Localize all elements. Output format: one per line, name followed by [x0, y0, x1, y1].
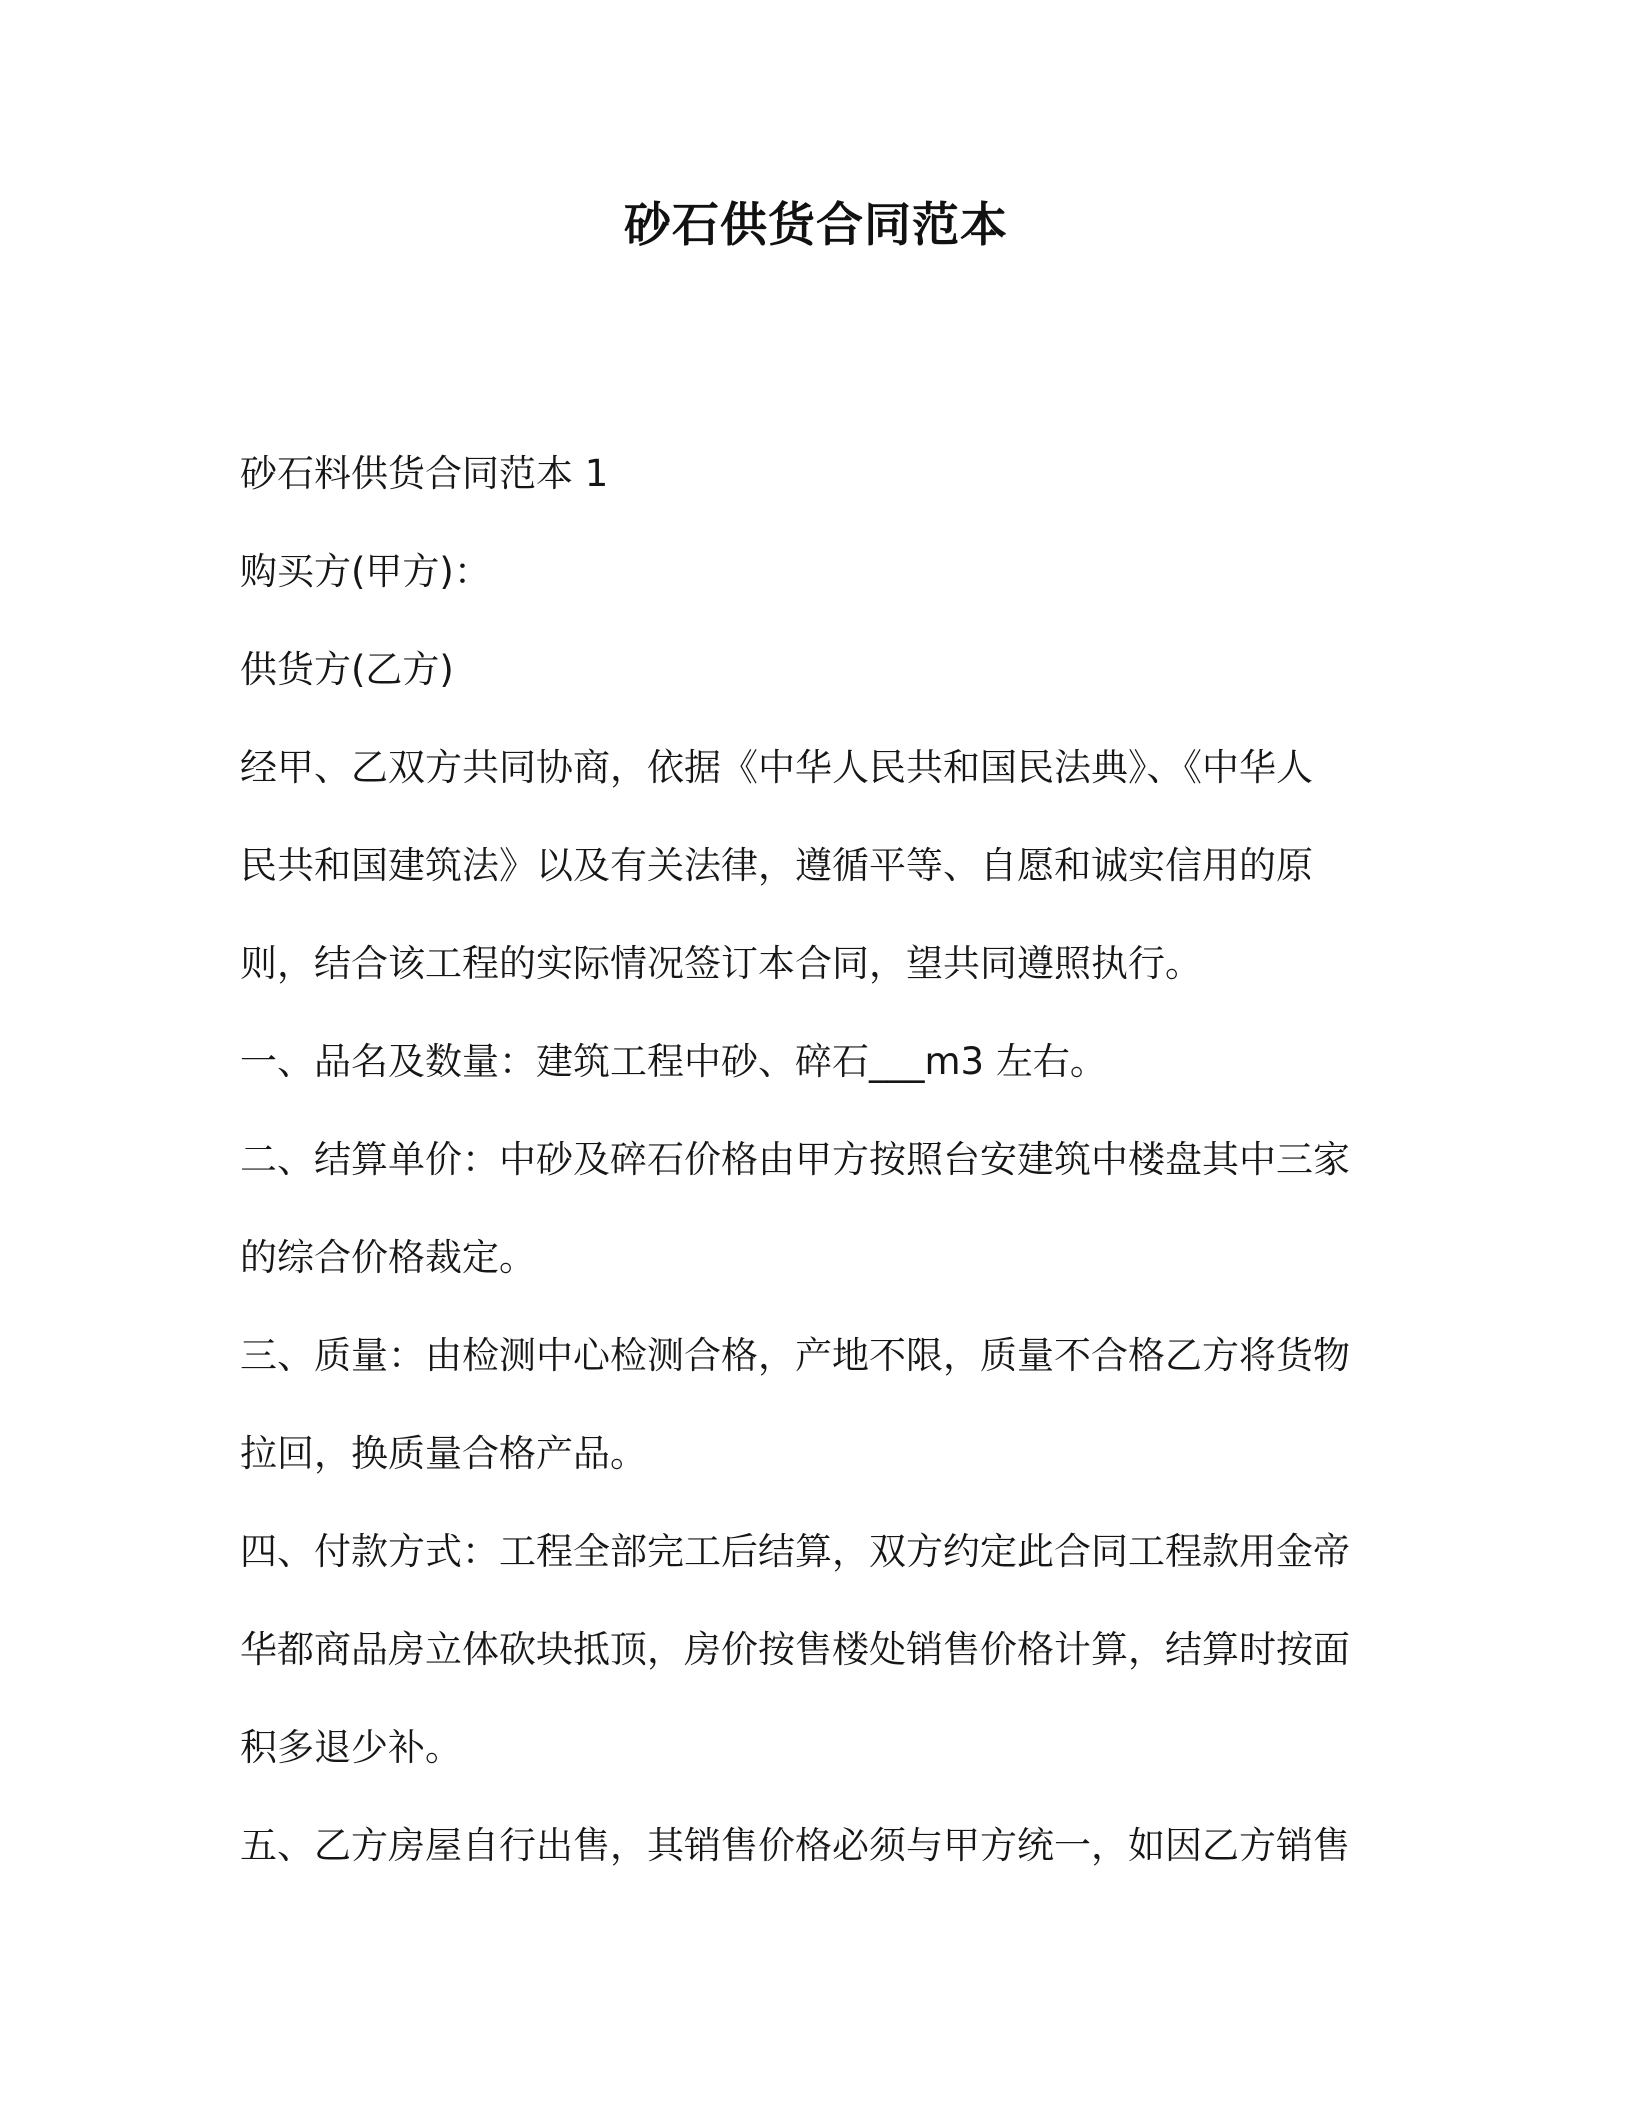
preamble-line-1: 经甲、乙双方共同协商，依据《中华人民共和国民法典》、《中华人	[240, 746, 1313, 789]
contract-subtitle: 砂石料供货合同范本 1	[240, 452, 609, 495]
buyer-party-line: 购买方(甲方)：	[240, 550, 491, 593]
clause-2-line-2: 的综合价格裁定。	[240, 1236, 536, 1279]
clause-4-line-3: 积多退少补。	[240, 1726, 462, 1769]
document-body	[240, 425, 1360, 1895]
document-title: 砂石供货合同范本	[624, 198, 1008, 253]
preamble-line-2: 民共和国建筑法》以及有关法律，遵循平等、自愿和诚实信用的原	[240, 844, 1313, 887]
clause-2-line-1: 二、结算单价：中砂及碎石价格由甲方按照台安建筑中楼盘其中三家	[240, 1138, 1350, 1181]
clause-4-line-2: 华都商品房立体砍块抵顶，房价按售楼处销售价格计算，结算时按面	[240, 1628, 1350, 1671]
supplier-party-line: 供货方(乙方)	[240, 648, 454, 691]
preamble-line-3: 则，结合该工程的实际情况签订本合同，望共同遵照执行。	[240, 942, 1202, 985]
clause-5-line-1: 五、乙方房屋自行出售，其销售价格必须与甲方统一，如因乙方销售	[240, 1824, 1350, 1867]
clause-1-line-1: 一、品名及数量：建筑工程中砂、碎石___m3 左右。	[240, 1040, 1107, 1083]
clause-4-line-1: 四、付款方式：工程全部完工后结算，双方约定此合同工程款用金帝	[240, 1530, 1350, 1573]
clause-3-line-2: 拉回，换质量合格产品。	[240, 1432, 647, 1475]
clause-3-line-1: 三、质量：由检测中心检测合格，产地不限，质量不合格乙方将货物	[240, 1334, 1350, 1377]
